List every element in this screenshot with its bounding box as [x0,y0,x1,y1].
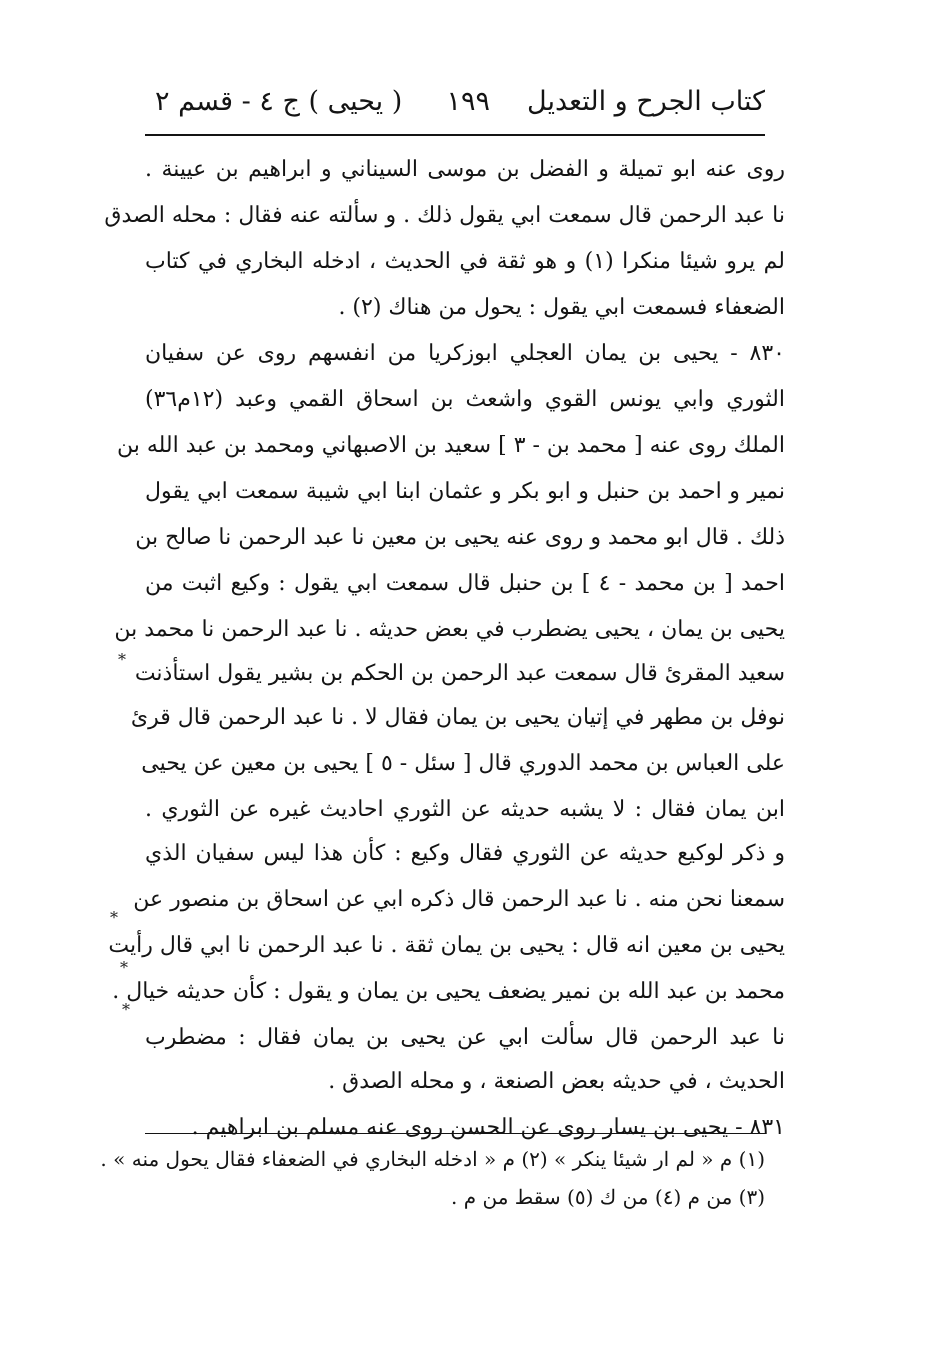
text-line: محمد بن عبد الله بن نمير يضعف يحيى بن يمان و يقول : كأن حديثه خيال . [112,979,785,1004]
footnote-rule [145,1133,765,1134]
text-line: يحيى بن معين انه قال : يحيى بن يمان ثقة . نا عبد الرحمن نا ابي قال رأيت [108,933,785,958]
text-line: ذلك . قال ابو محمد و روى عنه يحيى بن معين نا عبد الرحمن نا صالح بن [135,525,785,550]
text-line: روى عنه ابو تميلة و الفضل بن موسى السيناني و ابراهيم بن عيينة . [145,157,785,182]
text-line: الضعفاء فسمعت ابي يقول : يحول من هناك (٢) . [338,295,785,320]
footnote-line: (٣) من م (٤) من ك (٥) سقط من م . [451,1185,765,1209]
text-line: الملك روى عنه [ محمد بن - ٣ ] سعيد بن الاصبهاني ومحمد بن عبد الله بن [116,433,785,458]
text-line: على العباس بن محمد الدوري قال [ سئل - ٥ ] يحيى بن معين عن يحيى [141,751,785,776]
margin-asterisk: * [122,1000,130,1019]
text-line: احمد [ بن محمد - ٤ ] بن حنبل قال سمعت ابي يقول : وكيع اثبت من [145,571,785,596]
margin-asterisk: * [118,650,126,669]
text-line: نا عبد الرحمن قال سمعت ابي يقول ذلك . و سألته عنه فقال : محله الصدق [104,203,785,228]
footnote-line: (١) م « لم ار شيئا ينكر » (٢) م « ادخله البخاري في الضعفاء فقال يحول منه » . [100,1147,765,1171]
entry-830-heading: ٨٣٠ - يحيى بن يمان العجلي ابوزكريا من انفسهم روى عن سفيان [145,341,785,366]
margin-asterisk: * [120,958,128,977]
text-line: الحديث ، في حديثه بعض الصنعة ، و محله الصدق . [328,1069,785,1094]
page-number: ١٩٩ [446,86,490,117]
text-line: ابن يمان فقال : لا يشبه حديثه عن الثوري احاديث غيره عن الثوري . [145,797,785,822]
running-header [145,78,765,128]
entry-831-heading: ٨٣١ - يحيى بن يسار روى عن الحسن روى عنه مسلم بن ابراهيم . [191,1115,785,1140]
text-line: الثوري وابي يونس القوي واشعث بن اسحاق القمي وعبد (١٢م٣٦) [145,387,785,412]
text-line: لم يرو شيئا منكرا (١) و هو ثقة في الحديث ، ادخله البخاري في كتاب [145,249,785,274]
text-line: و ذكر لوكيع حديثه عن الثوري فقال وكيع : كأن هذا ليس سفيان الذي [145,841,785,866]
text-line: نوفل بن مطهر في إتيان يحيى بن يمان فقال لا . نا عبد الرحمن قال قرئ [130,705,785,730]
section-label: ( يحيى ) ج ٤ - قسم ٢ [155,86,403,117]
header-rule [145,134,765,136]
text-line: سعيد المقرئ قال سمعت عبد الرحمن بن الحكم بن بشير يقول استأذنت [134,661,785,686]
text-line: نا عبد الرحمن قال سألت ابي عن يحيى بن يمان فقال : مضطرب [145,1025,785,1050]
text-line: يحيى بن يمان ، يحيى يضطرب في بعض حديثه . نا عبد الرحمن نا محمد بن [114,617,785,642]
book-title: كتاب الجرح و التعديل [527,86,765,117]
text-line: سمعنا نحن منه . نا عبد الرحمن قال ذكره ابي عن اسحاق بن منصور عن [133,887,785,912]
margin-asterisk: * [110,908,118,927]
text-line: نمير و احمد بن حنبل و ابو بكر و عثمان ابنا ابي شيبة سمعت ابي يقول [145,479,786,504]
footnotes [100,1140,765,1216]
